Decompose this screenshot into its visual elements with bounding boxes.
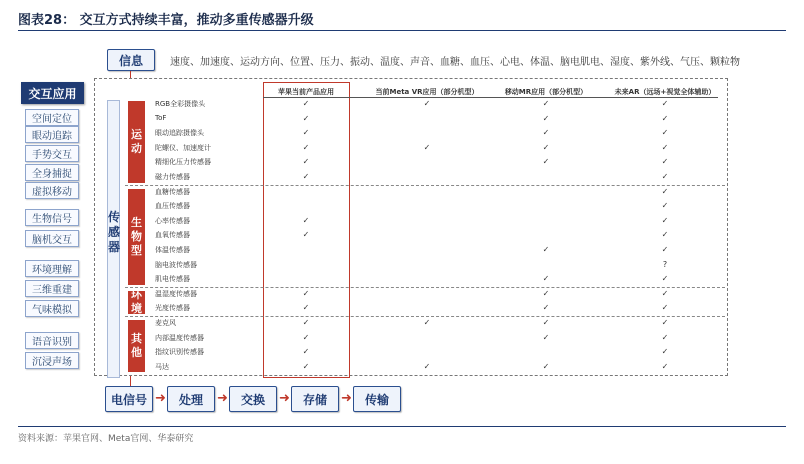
category-2: 环境: [128, 291, 145, 314]
sensor-row-label: 马达: [155, 362, 169, 371]
support-mark: ✓: [302, 172, 310, 181]
flow-step: 交换: [229, 386, 277, 412]
sensor-frame: [94, 78, 728, 376]
sensor-row-label: 血压传感器: [155, 202, 190, 211]
support-mark: ✓: [542, 361, 550, 371]
sensor-row-label: 温湿度传感器: [155, 289, 197, 298]
left-item: 全身捕捉: [25, 164, 79, 181]
support-mark: ✓: [542, 142, 550, 152]
sensor-row-label: 磁力传感器: [155, 173, 190, 181]
flow-arrow-icon: ➜: [217, 391, 228, 406]
sensor-row-label: 心率传感器: [155, 216, 190, 225]
sensor-row-label: 眼动追踪摄像头: [155, 129, 204, 138]
sensor-row-label: 光度传感器: [155, 304, 190, 313]
support-mark: ✓: [302, 128, 310, 138]
category-divider: [125, 185, 725, 186]
sensor-row-label: 内部温度传感器: [155, 333, 204, 342]
column-header: 未来AR（远场+视觉全体辅助）: [614, 88, 716, 96]
category-divider: [125, 287, 725, 288]
support-mark: ✓: [542, 245, 550, 254]
support-mark: ✓: [661, 215, 669, 225]
support-mark: ✓: [661, 142, 669, 152]
left-item: 手势交互: [25, 145, 79, 162]
support-mark: ✓: [661, 157, 669, 167]
support-mark: ✓: [661, 186, 669, 196]
support-mark: ✓: [542, 99, 550, 108]
support-mark: ✓: [423, 142, 431, 152]
left-item: 脑机交互: [25, 230, 79, 247]
flow-arrow-icon: ➜: [341, 391, 352, 406]
flow-step: 处理: [167, 386, 215, 412]
category-3: 其他: [128, 320, 145, 372]
support-mark: ✓: [542, 288, 550, 298]
interaction-apps-header: 交互应用: [21, 82, 84, 104]
flow-arrow-icon: ➜: [155, 391, 166, 406]
left-item: 气味模拟: [25, 300, 79, 317]
support-mark: ✓: [302, 157, 310, 167]
figure-title: 图表28： 交互方式持续丰富，推动多重传感器升级: [18, 13, 314, 28]
support-mark: ✓: [302, 113, 310, 123]
sensor-row-label: 血氧传感器: [155, 231, 190, 240]
support-mark: ✓: [302, 361, 310, 371]
left-item: 环境理解: [25, 260, 79, 277]
support-mark: ✓: [661, 99, 669, 108]
sensor-row-label: 指纹识别传感器: [155, 348, 204, 357]
support-mark: ✓: [302, 318, 310, 327]
support-mark: ✓: [661, 303, 669, 313]
support-mark: ✓: [302, 347, 310, 357]
support-mark: ✓: [423, 318, 431, 327]
sensor-row-label: 体温传感器: [155, 246, 190, 254]
support-mark: ✓: [661, 172, 669, 181]
support-mark: ✓: [661, 245, 669, 254]
sensor-row-label: 血糖传感器: [155, 187, 190, 196]
support-mark: ✓: [661, 230, 669, 240]
support-mark: ✓: [302, 99, 310, 108]
left-item: 虚拟移动: [25, 182, 79, 199]
support-mark: ✓: [302, 303, 310, 313]
info-box: 信息: [107, 49, 155, 71]
header-rule: [263, 97, 718, 98]
flow-connector: [130, 376, 131, 386]
source-note: 资料来源：苹果官网、Meta官网、华泰研究: [18, 434, 194, 444]
support-mark: ✓: [542, 332, 550, 342]
left-item: 生物信号: [25, 209, 79, 226]
left-item: 三维重建: [25, 280, 79, 297]
support-mark: ✓: [661, 113, 669, 123]
sensor-row-label: 陀螺仪、加速度计: [155, 143, 211, 152]
support-mark: ✓: [542, 274, 550, 284]
support-mark: ✓: [542, 113, 550, 123]
support-mark: ✓: [661, 128, 669, 138]
support-mark: ✓: [661, 318, 669, 327]
title-divider: [18, 30, 786, 31]
column-header: 移动MR应用（部分机型）: [504, 88, 588, 96]
left-item: 沉浸声场: [25, 352, 79, 369]
category-0: 运动: [128, 101, 145, 183]
category-divider: [125, 316, 725, 317]
footer-divider: [18, 426, 786, 427]
support-mark: ✓: [661, 288, 669, 298]
sensor-row-label: 肌电传感器: [155, 275, 190, 284]
left-item: 语音识别: [25, 332, 79, 349]
support-mark: ✓: [661, 332, 669, 342]
sensor-row-label: 脑电波传感器: [155, 260, 197, 269]
support-mark: ✓: [302, 142, 310, 152]
support-mark: ✓: [661, 274, 669, 284]
support-mark: ✓: [542, 157, 550, 167]
column-header: 当前Meta VR应用（部分机型）: [375, 88, 479, 96]
flow-step: 电信号: [105, 386, 153, 412]
sensor-label: 传感器: [107, 210, 120, 254]
support-mark: ✓: [302, 230, 310, 240]
flow-step: 存储: [291, 386, 339, 412]
support-mark: ✓: [661, 347, 669, 357]
support-mark: ?: [662, 259, 668, 269]
category-1: 生物型: [128, 189, 145, 285]
flow-step: 传输: [353, 386, 401, 412]
info-text: 速度、加速度、运动方向、位置、压力、振动、温度、声音、血糖、血压、心电、体温、脑电肌电、湿度、紫外线、气压、颗粒物: [170, 57, 740, 68]
support-mark: ✓: [302, 215, 310, 225]
left-item: 眼动追踪: [25, 126, 79, 143]
support-mark: ✓: [542, 303, 550, 313]
sensor-row-label: RGB全彩摄像头: [155, 100, 206, 108]
support-mark: ✓: [423, 99, 431, 108]
support-mark: ✓: [423, 361, 431, 371]
support-mark: ✓: [661, 361, 669, 371]
sensor-row-label: 精细化压力传感器: [155, 158, 211, 167]
flow-arrow-icon: ➜: [279, 391, 290, 406]
sensor-row-label: 麦克风: [155, 319, 176, 327]
sensor-row-label: ToF: [155, 113, 167, 122]
support-mark: ✓: [302, 332, 310, 342]
support-mark: ✓: [661, 201, 669, 211]
support-mark: ✓: [542, 128, 550, 138]
left-item: 空间定位: [25, 109, 79, 126]
support-mark: ✓: [302, 288, 310, 298]
support-mark: ✓: [542, 318, 550, 327]
column-header: 苹果当前产品应用: [278, 88, 334, 96]
